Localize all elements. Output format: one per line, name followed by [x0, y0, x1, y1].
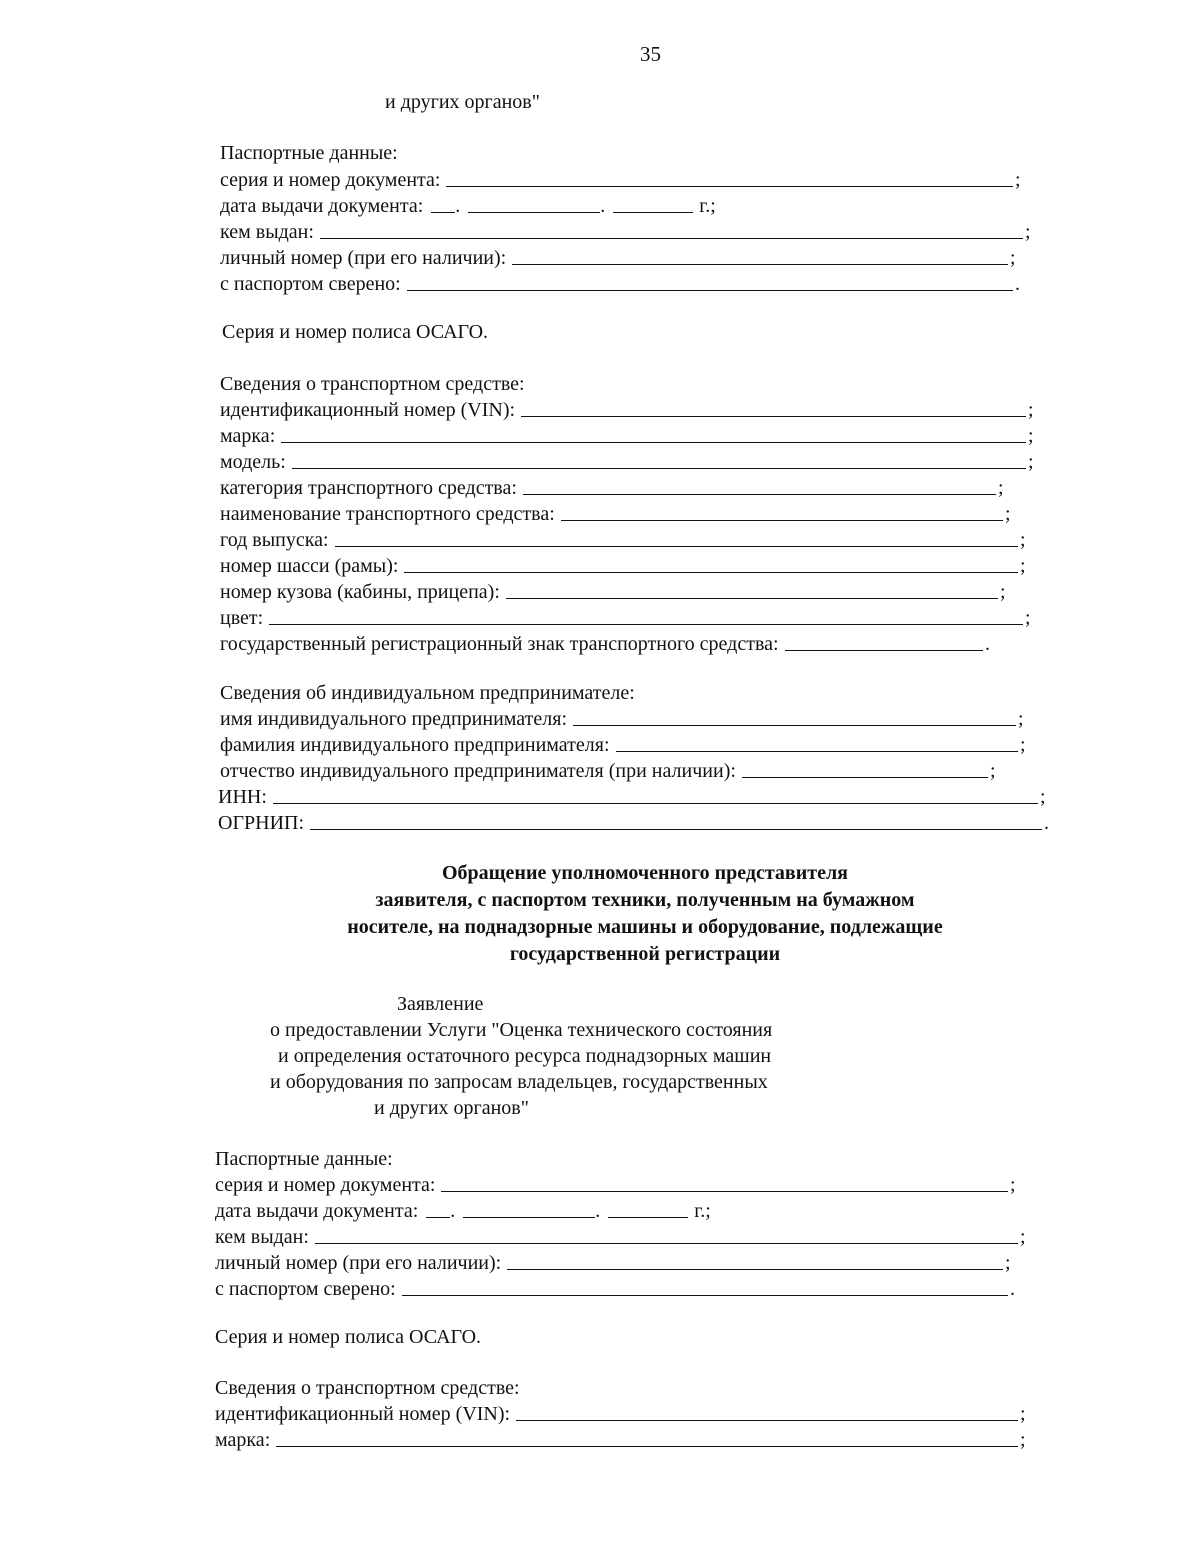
semicolon: ; [998, 477, 1004, 499]
brand-label: марка: [220, 425, 276, 447]
semicolon: ; [1028, 399, 1034, 421]
semicolon: ; [1005, 1252, 1011, 1274]
semicolon: ; [1010, 247, 1016, 269]
entrepreneur-last-name-field[interactable] [220, 735, 1030, 755]
application-line: и определения остаточного ресурса поднадзорных машин [278, 1045, 772, 1067]
plate-label: государственный регистрационный знак транспортного средства: [220, 633, 779, 655]
issue-date-field[interactable] [220, 196, 716, 216]
category-blank[interactable] [523, 493, 996, 495]
color-field[interactable] [220, 608, 1035, 628]
plate-field[interactable] [220, 634, 995, 654]
month-blank[interactable] [468, 211, 600, 213]
issue-date-field-2[interactable] [215, 1201, 711, 1221]
verified-blank[interactable] [407, 289, 1013, 291]
heading-line: заявителя, с паспортом техники, полученным на бумажном [375, 889, 915, 911]
application-title: Заявление [397, 993, 484, 1015]
brand-field-2[interactable] [215, 1430, 1030, 1450]
year-suffix: г.; [699, 195, 716, 217]
section-heading [260, 860, 1030, 968]
page-number: 35 [640, 42, 661, 66]
semicolon: ; [1020, 1403, 1026, 1425]
last-name-blank[interactable] [616, 750, 1018, 752]
semicolon: ; [1025, 221, 1031, 243]
ogrnip-blank[interactable] [310, 828, 1042, 830]
color-label: цвет: [220, 607, 264, 629]
year-suffix: г.; [694, 1200, 711, 1222]
year-blank[interactable] [335, 545, 1018, 547]
body-label: номер кузова (кабины, прицепа): [220, 581, 500, 603]
date-dot: . [450, 1200, 456, 1222]
date-dot: . [600, 195, 606, 217]
year-blank[interactable] [608, 1216, 688, 1218]
year-blank[interactable] [613, 211, 693, 213]
issue-date-label: дата выдачи документа: [215, 1200, 419, 1222]
vin-field-2[interactable] [215, 1404, 1030, 1424]
category-label: категория транспортного средства: [220, 477, 517, 499]
doc-series-blank[interactable] [441, 1190, 1008, 1192]
verified-label: с паспортом сверено: [220, 273, 401, 295]
vin-blank[interactable] [521, 415, 1026, 417]
semicolon: ; [1015, 169, 1021, 191]
vin-blank[interactable] [516, 1419, 1018, 1421]
vehicle-title-2: Сведения о транспортном средстве: [215, 1377, 520, 1399]
doc-series-label: серия и номер документа: [215, 1174, 436, 1196]
brand-field[interactable] [220, 426, 1038, 446]
doc-series-field-2[interactable] [215, 1175, 1020, 1195]
semicolon: ; [990, 760, 996, 782]
day-blank[interactable] [426, 1216, 450, 1218]
personal-number-field[interactable] [220, 248, 1020, 268]
inn-field[interactable] [218, 787, 1050, 807]
heading-line: государственной регистрации [509, 943, 781, 965]
month-blank[interactable] [463, 1216, 595, 1218]
entrepreneur-first-name-field[interactable] [220, 709, 1028, 729]
period: . [1044, 812, 1049, 834]
semicolon: ; [1005, 503, 1011, 525]
personal-number-field-2[interactable] [215, 1253, 1015, 1273]
issued-by-label: кем выдан: [215, 1226, 309, 1248]
semicolon: ; [1020, 1226, 1026, 1248]
inn-label: ИНН: [218, 786, 267, 808]
semicolon: ; [1028, 451, 1034, 473]
heading-line: Обращение уполномоченного представителя [441, 862, 848, 884]
vehicle-name-label: наименование транспортного средства: [220, 503, 555, 525]
semicolon: ; [1025, 607, 1031, 629]
semicolon: ; [1040, 786, 1046, 808]
passport-title-2: Паспортные данные: [215, 1148, 393, 1170]
issue-date-label: дата выдачи документа: [220, 195, 424, 217]
osago-text-2: Серия и номер полиса ОСАГО. [215, 1326, 482, 1348]
inn-blank[interactable] [273, 802, 1038, 804]
vehicle-name-field[interactable] [220, 504, 1015, 524]
year-field[interactable] [220, 530, 1030, 550]
ogrnip-label: ОГРНИП: [218, 812, 305, 834]
entrepreneur-title: Сведения об индивидуальном предпринимателе: [220, 682, 635, 704]
doc-series-blank[interactable] [446, 185, 1013, 187]
verified-label: с паспортом сверено: [215, 1278, 396, 1300]
semicolon: ; [1020, 529, 1026, 551]
model-blank[interactable] [292, 467, 1026, 469]
brand-label: марка: [215, 1429, 271, 1451]
patronymic-blank[interactable] [742, 776, 988, 778]
chassis-field[interactable] [220, 556, 1030, 576]
body-field[interactable] [220, 582, 1010, 602]
verified-blank[interactable] [402, 1294, 1008, 1296]
period: . [1015, 273, 1020, 295]
last-name-label: фамилия индивидуального предпринимателя: [220, 734, 610, 756]
semicolon: ; [1020, 734, 1026, 756]
vehicle-name-blank[interactable] [561, 519, 1003, 521]
vin-label: идентификационный номер (VIN): [215, 1403, 511, 1425]
issued-by-blank[interactable] [320, 237, 1023, 239]
year-label: год выпуска: [220, 529, 329, 551]
semicolon: ; [1020, 1429, 1026, 1451]
verified-field-2[interactable] [215, 1279, 1020, 1299]
semicolon: ; [1010, 1174, 1016, 1196]
doc-series-label: серия и номер документа: [220, 169, 441, 191]
personal-number-blank[interactable] [507, 1268, 1003, 1270]
continuation-text: и других органов" [385, 91, 540, 113]
date-dot: . [595, 1200, 601, 1222]
chassis-label: номер шасси (рамы): [220, 555, 399, 577]
color-blank[interactable] [269, 623, 1023, 625]
model-field[interactable] [220, 452, 1038, 472]
semicolon: ; [1028, 425, 1034, 447]
period: . [985, 633, 990, 655]
application-line: и оборудования по запросам владельцев, государственных [270, 1071, 768, 1093]
issued-by-label: кем выдан: [220, 221, 314, 243]
patronymic-label: отчество индивидуального предпринимателя (при наличии): [220, 760, 736, 782]
day-blank[interactable] [431, 211, 455, 213]
personal-number-blank[interactable] [512, 263, 1008, 265]
semicolon: ; [1018, 708, 1024, 730]
application-line: и других органов" [374, 1097, 529, 1119]
plate-blank[interactable] [785, 649, 983, 651]
ogrnip-field[interactable] [218, 813, 1054, 833]
doc-series-field[interactable] [220, 170, 1025, 190]
issued-by-field[interactable] [220, 222, 1035, 242]
heading-line: носителе, на поднадзорные машины и оборудование, подлежащие [347, 916, 943, 938]
brand-blank[interactable] [276, 1445, 1018, 1447]
osago-text: Серия и номер полиса ОСАГО. [222, 321, 489, 343]
chassis-blank[interactable] [404, 571, 1018, 573]
period: . [1010, 1278, 1015, 1300]
entrepreneur-patronymic-field[interactable] [220, 761, 1000, 781]
body-blank[interactable] [506, 597, 998, 599]
verified-field[interactable] [220, 274, 1025, 294]
issued-by-blank[interactable] [315, 1242, 1018, 1244]
category-field[interactable] [220, 478, 1008, 498]
personal-number-label: личный номер (при его наличии): [220, 247, 507, 269]
passport-title: Паспортные данные: [220, 142, 398, 164]
semicolon: ; [1020, 555, 1026, 577]
brand-blank[interactable] [281, 441, 1026, 443]
model-label: модель: [220, 451, 286, 473]
vehicle-title: Сведения о транспортном средстве: [220, 373, 525, 395]
vin-label: идентификационный номер (VIN): [220, 399, 516, 421]
first-name-label: имя индивидуального предпринимателя: [220, 708, 568, 730]
application-line: о предоставлении Услуги "Оценка технического состояния [270, 1019, 773, 1041]
personal-number-label: личный номер (при его наличии): [215, 1252, 502, 1274]
semicolon: ; [1000, 581, 1006, 603]
issued-by-field-2[interactable] [215, 1227, 1030, 1247]
date-dot: . [455, 195, 461, 217]
vin-field[interactable] [220, 400, 1038, 420]
first-name-blank[interactable] [573, 724, 1016, 726]
